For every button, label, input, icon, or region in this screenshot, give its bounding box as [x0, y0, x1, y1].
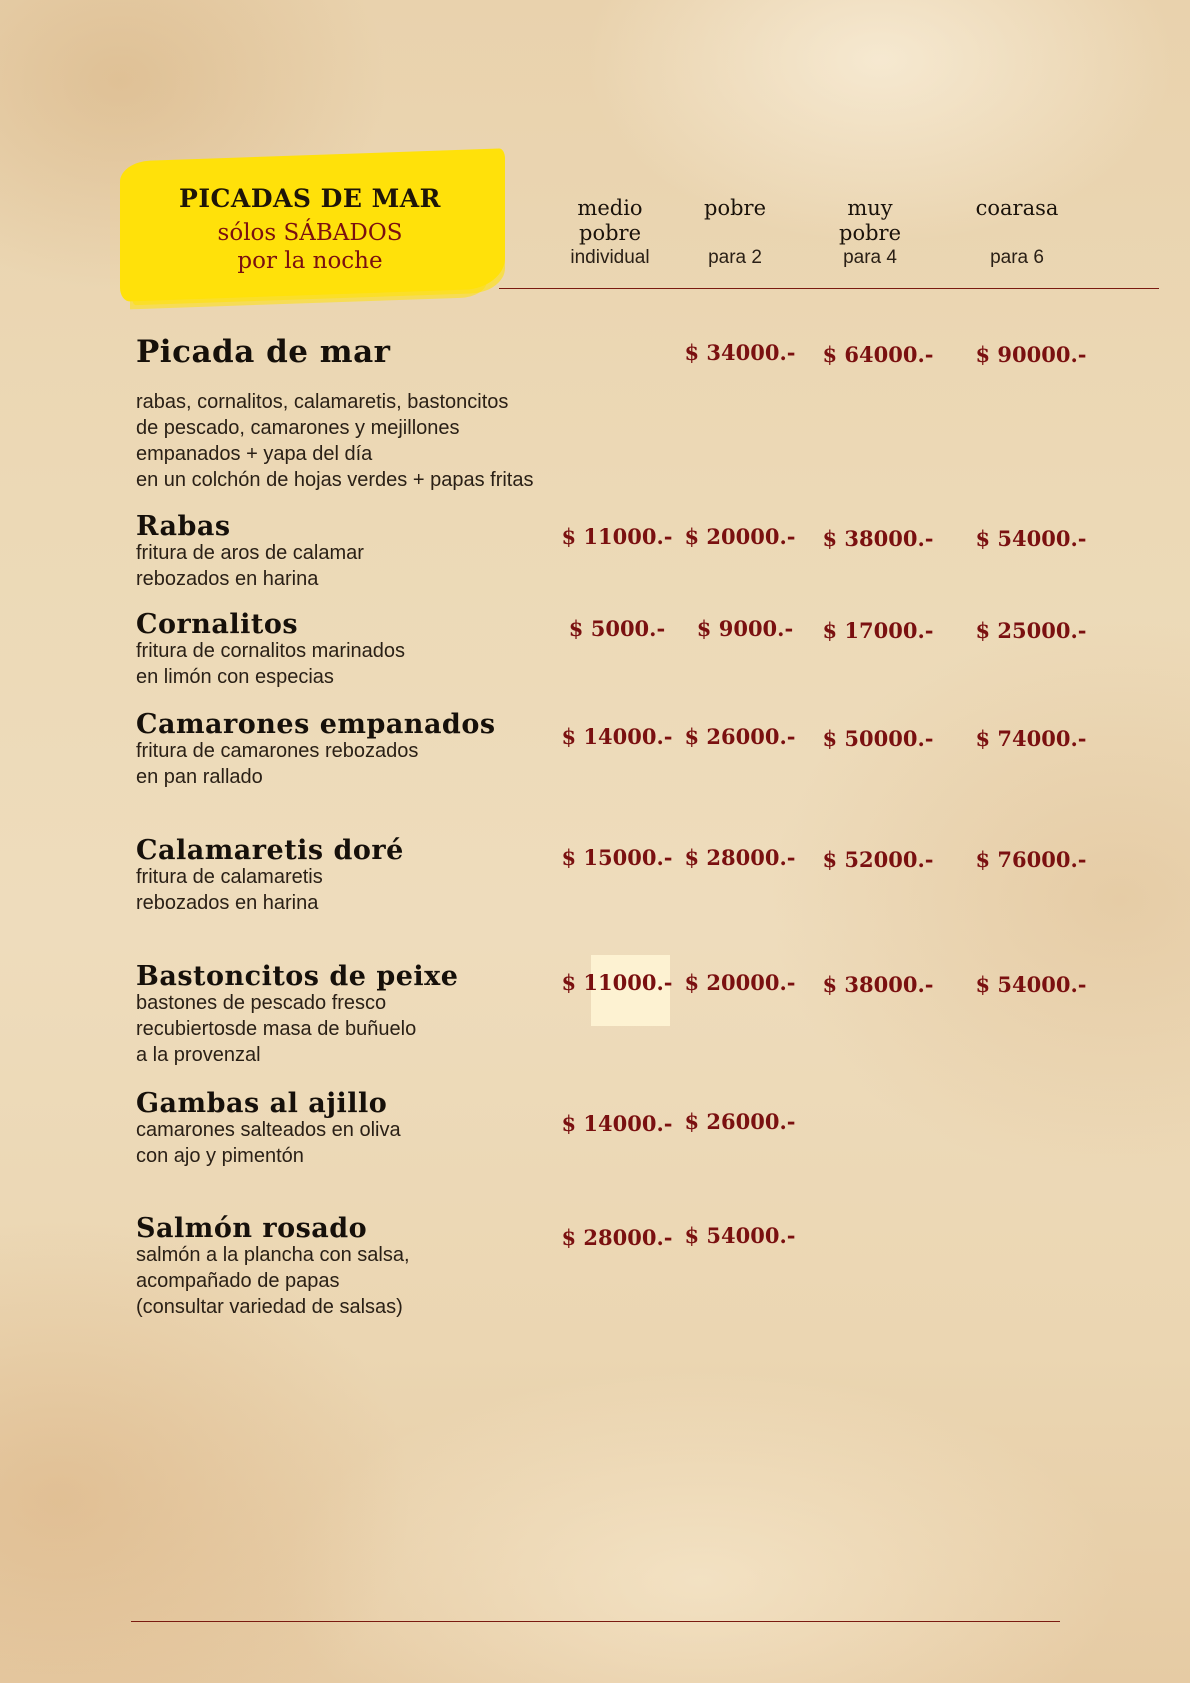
column-sub-para-6: para 6	[990, 247, 1044, 268]
price-pobre: $ 9000.-	[696, 616, 794, 641]
menu-item-name: Salmón rosado	[136, 1213, 368, 1244]
section-subtitle-2: por la noche	[237, 248, 383, 274]
menu-item-description: bastones de pescado fresco recubiertosde masa de buñuelo a la provenzal	[136, 992, 417, 1066]
price-pobre: $ 34000.-	[684, 340, 796, 365]
column-header-muy-pobre: muy pobre	[839, 196, 901, 245]
price-muy-pobre: $ 64000.-	[822, 342, 934, 367]
price-medio-pobre: $ 28000.-	[561, 1225, 673, 1250]
column-sub-para-2: para 2	[708, 247, 762, 268]
price-coarasa: $ 74000.-	[975, 726, 1087, 751]
menu-item-name: Picada de mar	[136, 334, 391, 370]
price-medio-pobre: $ 11000.-	[561, 524, 673, 549]
price-medio-pobre: $ 14000.-	[561, 1111, 673, 1136]
menu-item-name: Cornalitos	[136, 609, 299, 640]
menu-item-description: fritura de cornalitos marinados en limón con especias	[136, 640, 406, 688]
section-title: PICADAS DE MAR	[179, 184, 441, 213]
menu-item-description: fritura de aros de calamar rebozados en harina	[136, 542, 364, 590]
price-coarasa: $ 54000.-	[975, 526, 1087, 551]
column-sub-para-4: para 4	[843, 247, 897, 268]
price-coarasa: $ 76000.-	[975, 847, 1087, 872]
menu-item-description: rabas, cornalitos, calamaretis, bastoncitos de pescado, camarones y mejillones empanados + yapa del día en un colchón de hojas verdes + papas fritas	[136, 391, 534, 491]
section-subtitle: sólos SÁBADOS	[217, 220, 403, 246]
menu-item-name: Bastoncitos de peixe	[136, 961, 459, 992]
menu-item-description: salmón a la plancha con salsa, acompañado de papas (consultar variedad de salsas)	[136, 1244, 410, 1318]
menu-item-description: fritura de camarones rebozados en pan rallado	[136, 740, 419, 788]
price-pobre: $ 26000.-	[684, 724, 796, 749]
price-muy-pobre: $ 50000.-	[822, 726, 934, 751]
price-medio-pobre: $ 14000.-	[561, 724, 673, 749]
menu-item-name: Calamaretis doré	[136, 835, 404, 866]
price-coarasa: $ 90000.-	[975, 342, 1087, 367]
column-header-coarasa: coarasa	[975, 196, 1059, 220]
price-muy-pobre: $ 38000.-	[822, 526, 934, 551]
menu-item-name: Camarones empanados	[136, 709, 496, 740]
price-pobre: $ 28000.-	[684, 845, 796, 870]
footer-divider	[131, 1621, 1060, 1622]
column-header-pobre: pobre	[704, 196, 766, 220]
price-pobre: $ 20000.-	[684, 524, 796, 549]
header-divider	[499, 288, 1159, 289]
price-pobre: $ 20000.-	[684, 970, 796, 995]
price-medio-pobre: $ 5000.-	[568, 616, 666, 641]
price-muy-pobre: $ 17000.-	[822, 618, 934, 643]
menu-item-name: Gambas al ajillo	[136, 1088, 388, 1119]
price-muy-pobre: $ 38000.-	[822, 972, 934, 997]
column-header-medio-pobre: medio pobre	[577, 196, 643, 245]
menu-item-description: camarones salteados en oliva con ajo y pimentón	[136, 1119, 401, 1167]
price-pobre: $ 54000.-	[684, 1223, 796, 1248]
price-coarasa: $ 25000.-	[975, 618, 1087, 643]
column-sub-individual: individual	[570, 247, 650, 268]
price-muy-pobre: $ 52000.-	[822, 847, 934, 872]
price-pobre: $ 26000.-	[684, 1109, 796, 1134]
price-coarasa: $ 54000.-	[975, 972, 1087, 997]
menu-item-name: Rabas	[136, 511, 231, 542]
menu-item-description: fritura de calamaretis rebozados en harina	[136, 866, 323, 914]
price-medio-pobre: $ 15000.-	[561, 845, 673, 870]
price-medio-pobre: $ 11000.-	[561, 970, 673, 995]
